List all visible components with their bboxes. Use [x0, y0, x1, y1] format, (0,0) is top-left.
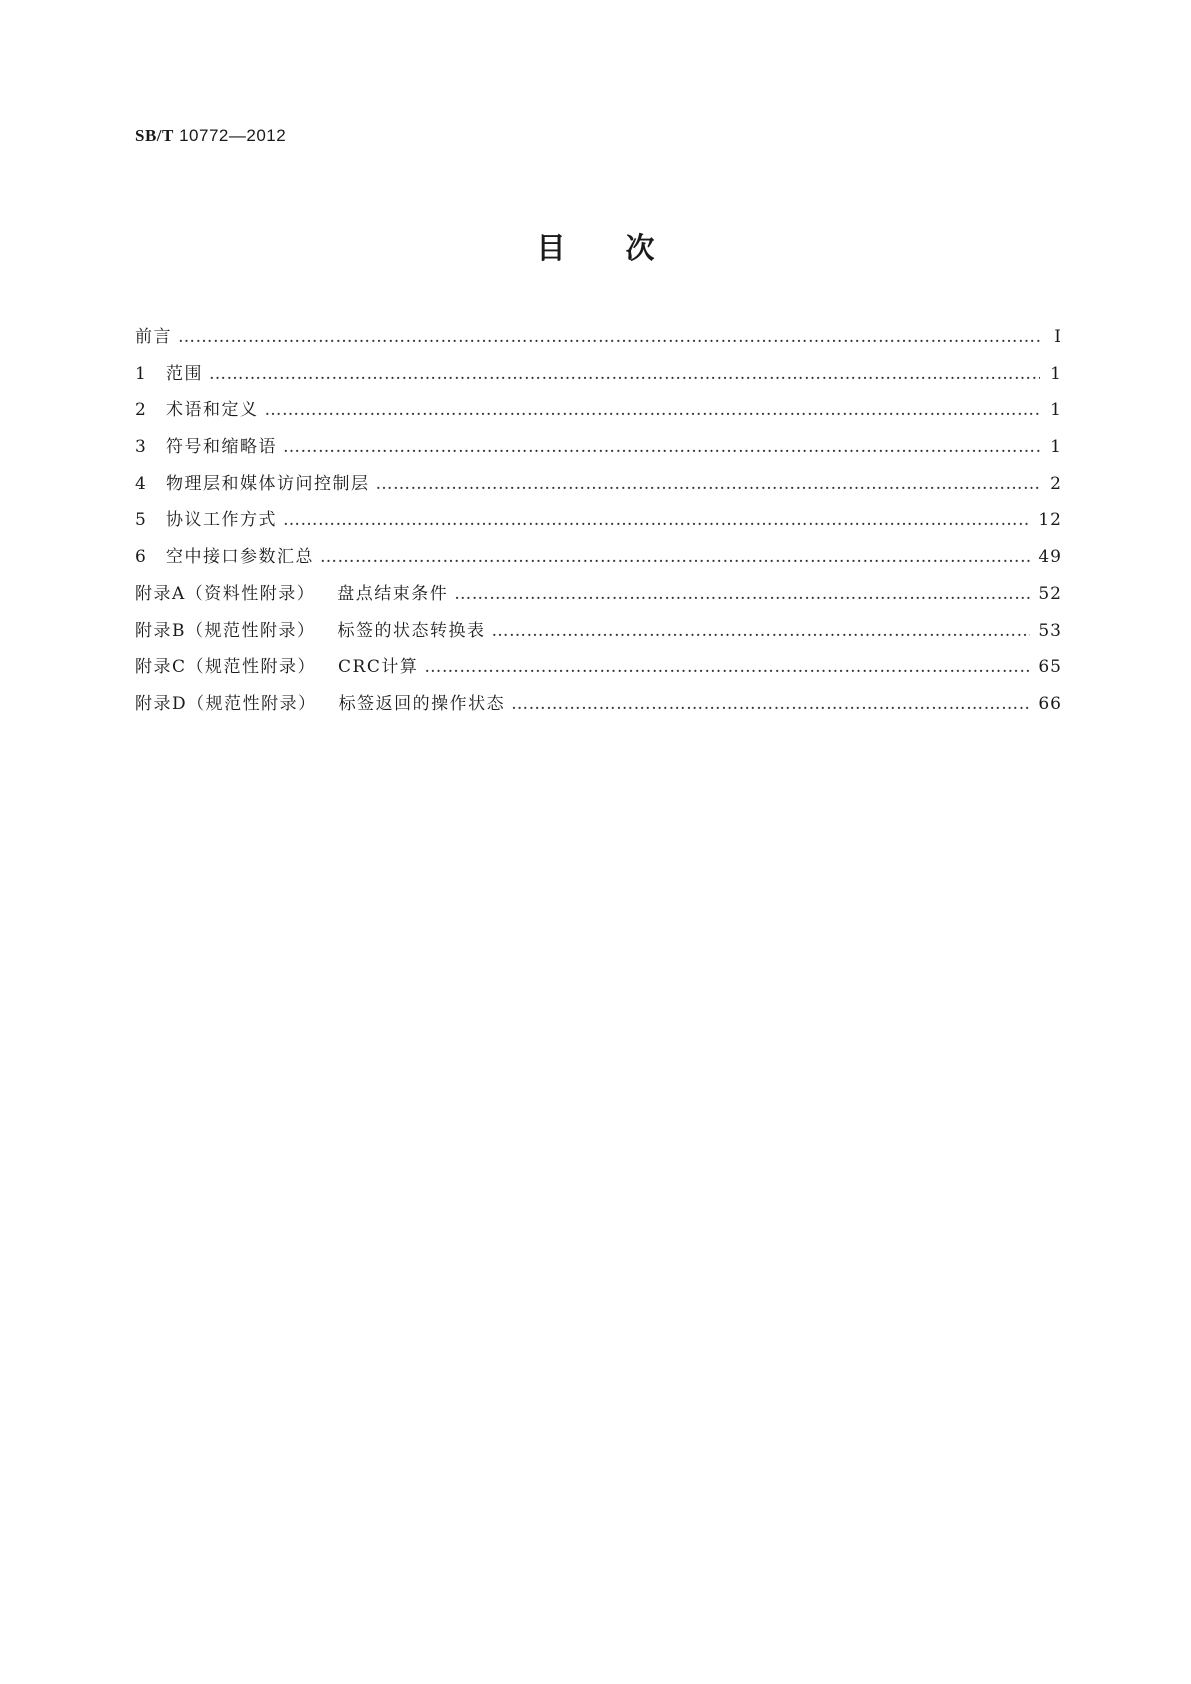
- toc-entry-4[interactable]: [135, 469, 1062, 506]
- toc-entry-label: [135, 579, 448, 604]
- appendix-title: 标签的状态转换表: [337, 620, 486, 641]
- toc-entry-6[interactable]: [135, 542, 1062, 579]
- toc-entry-appendix-b[interactable]: [135, 616, 1062, 653]
- toc-entry-number: 3: [135, 437, 146, 458]
- toc-entry-number: 1: [135, 363, 146, 384]
- appendix-title: 盘点结束条件: [337, 583, 449, 604]
- toc-leader-dots: [209, 364, 1040, 384]
- toc-entry-2[interactable]: [135, 395, 1062, 432]
- appendix-heading: 附录A（资料性附录）: [135, 583, 316, 604]
- toc-entry-appendix-a[interactable]: [135, 579, 1062, 616]
- toc-entry-label: 空中接口参数汇总: [166, 547, 314, 568]
- toc-leader-dots: [376, 474, 1041, 494]
- toc-entry-number: 6: [135, 547, 146, 568]
- toc-entry-page: 65: [1038, 657, 1062, 678]
- toc-entry-page: Ⅰ: [1054, 327, 1062, 347]
- toc-entry-3[interactable]: [135, 432, 1062, 469]
- toc-entry-page: 1: [1050, 400, 1062, 421]
- toc-entry-foreword[interactable]: [135, 322, 1062, 359]
- appendix-heading: 附录C（规范性附录）: [135, 657, 317, 678]
- toc-leader-dots: [283, 437, 1040, 457]
- toc-entry-number: 4: [135, 473, 146, 494]
- toc-entry-label: 协议工作方式: [166, 510, 277, 531]
- toc-entry-appendix-c[interactable]: [135, 652, 1062, 689]
- toc-entry-label: 前言: [135, 327, 172, 347]
- toc-entry-page: 53: [1038, 620, 1062, 641]
- toc-leader-dots: [492, 621, 1031, 641]
- appendix-title: 标签返回的操作状态: [338, 693, 506, 714]
- toc-entry-label: 物理层和媒体访问控制层: [166, 473, 370, 494]
- toc-entry-page: 1: [1050, 363, 1062, 384]
- table-of-contents: [135, 322, 1062, 726]
- toc-entry-page: 12: [1038, 510, 1062, 531]
- toc-entry-label: [135, 652, 418, 677]
- document-code-number: 10772—2012: [179, 126, 287, 145]
- document-code: [135, 126, 286, 146]
- toc-leader-dots: [283, 510, 1030, 530]
- toc-entry-label: 术语和定义: [166, 400, 259, 421]
- toc-entry-number: 5: [135, 510, 146, 531]
- toc-entry-page: 52: [1038, 583, 1062, 604]
- toc-entry-5[interactable]: [135, 505, 1062, 542]
- toc-entry-label: [135, 689, 505, 714]
- toc-entry-label: [135, 616, 486, 641]
- page-title: 目次: [536, 231, 715, 265]
- toc-entry-number: 2: [135, 400, 146, 421]
- toc-entry-page: 49: [1038, 547, 1062, 568]
- appendix-title: CRC计算: [338, 657, 419, 678]
- toc-entry-page: 1: [1050, 437, 1062, 458]
- toc-entry-page: 2: [1050, 473, 1062, 494]
- toc-entry-label: 范围: [166, 363, 203, 384]
- toc-leader-dots: [320, 547, 1030, 567]
- toc-leader-dots: [511, 694, 1030, 714]
- toc-leader-dots: [424, 657, 1030, 677]
- document-code-prefix: SB/T: [135, 126, 174, 145]
- toc-entry-page: 66: [1038, 693, 1062, 714]
- appendix-heading: 附录B（规范性附录）: [135, 620, 316, 641]
- toc-leader-dots: [178, 327, 1040, 347]
- toc-entry-1[interactable]: [135, 359, 1062, 396]
- appendix-heading: 附录D（规范性附录）: [135, 693, 317, 714]
- toc-leader-dots: [454, 584, 1030, 604]
- toc-leader-dots: [265, 400, 1041, 420]
- toc-entry-label: 符号和缩略语: [166, 437, 277, 458]
- toc-entry-appendix-d[interactable]: [135, 689, 1062, 726]
